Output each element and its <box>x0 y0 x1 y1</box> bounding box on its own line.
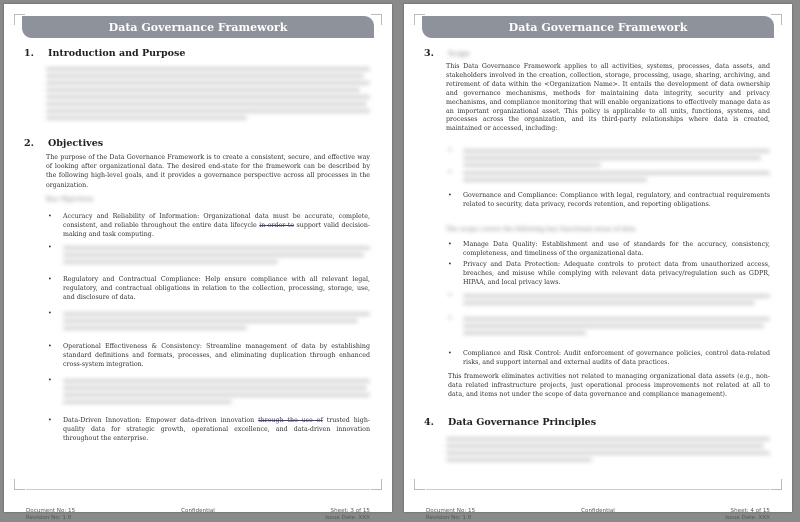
scope-data-quality: • Manage Data Quality: Establishment and use of standards for the accuracy, consistency, completeness, and timeliness of the organizational data. <box>448 241 770 258</box>
section-4-heading: 4. Data Governance Principles <box>424 417 597 428</box>
objective-compliance: • Regulatory and Contractual Compliance: Help ensure compliance with all relevant legal, regulatory, and contractual obligations in relation to the collection, processing, storage, use, and disclosure of data. <box>48 276 370 302</box>
revision-number: Revision No: 1.0 <box>426 515 472 521</box>
objective-blurred-4: • <box>46 309 370 333</box>
objective-blurred-6: • <box>46 376 370 407</box>
scope-functional-areas-label: The scope covers the following key functional areas of data <box>446 226 636 233</box>
scope-closing-paragraph: This framework eliminates activities not related to managing organizational data assets (e.g., non-data related infrastructure projects, just operational process improvements not related at all to data, and items not under the scope of data governance and compliance management). <box>448 373 770 399</box>
scope-governance-compliance: • Governance and Compliance: Compliance with legal, regulatory, and contractual requirements related to security, data privacy, records retention, and reporting obligations. <box>448 192 770 209</box>
scope-risk-control: • Compliance and Risk Control: Audit enforcement of governance policies, control data-related risks, and support internal and external audits of data practices. <box>448 350 770 367</box>
scope-blurred-2: • <box>446 168 770 185</box>
page-header-banner <box>22 16 374 38</box>
doc-number: Document No: 15 <box>26 508 76 514</box>
scope-blurred-4: • <box>446 314 770 338</box>
issue-date: Issue Date: XXX <box>725 515 770 521</box>
scope-blurred-3: • <box>446 291 770 308</box>
objectives-subheading: Key Objectives <box>46 196 94 203</box>
confidential-label: Confidential <box>181 508 215 514</box>
issue-date: Issue Date: XXX <box>325 515 370 521</box>
objective-blurred-2: • <box>46 243 370 267</box>
sheet-number: Sheet: 3 of 15 <box>330 508 370 514</box>
objectives-intro: The purpose of the Data Governance Framework is to create a consistent, secure, and effective way of looking after organizational data. The desired end-state for the framework can be described by the following high-level goals, and it provides a governance perspective across all processes in the organization. <box>46 154 370 189</box>
document-page-left <box>4 4 392 521</box>
scope-privacy-protection: • Privacy and Data Protection: Adequate controls to protect data from unauthorized access, breaches, and misuse while complying with relevant data privacy/regulation such as GDPR, HIPAA, and local privacy laws. <box>448 261 770 287</box>
revision-number: Revision No: 1.0 <box>26 515 72 521</box>
section-4-blurred-text <box>446 434 770 465</box>
objective-accuracy: • Accuracy and Reliability of Information: Organizational data must be accurate, complete, consistent, and reliable throughout the entire data lifecycle in order to support valid decision-making and task computing. <box>48 213 370 239</box>
scope-paragraph: This Data Governance Framework applies to all activities, systems, processes, data assets, and stakeholders involved in the creation, collection, storage, processing, usage, sharing, archiving, and retirement of data within the <Organization Name>. It entails the development of data ownership and governance mechanisms, methods for maintaining data integrity, security and privacy mechanisms, and compliance monitoring that will enable organizations to effectively manage data as an important organizational asset. This policy is applicable to all units, functions, systems, and processes across the organization, and its third-party relationships where data is created, maintained or accessed, including: <box>446 63 770 133</box>
section-3-heading: 3. Scope <box>424 48 470 59</box>
section-1-blurred-text <box>46 64 370 123</box>
doc-number: Document No: 15 <box>426 508 476 514</box>
confidential-label: Confidential <box>581 508 615 514</box>
sheet-number: Sheet: 4 of 15 <box>730 508 770 514</box>
section-2-heading: 2. Objectives <box>24 138 104 149</box>
header-title: Data Governance Framework <box>508 20 688 34</box>
section-1-heading: 1. Introduction and Purpose <box>24 48 186 59</box>
header-title: Data Governance Framework <box>108 20 288 34</box>
objective-operational: • Operational Effectiveness & Consistency: Streamline management of data by establishing standard definitions and formats, processes, and eliminating duplication through enhanced cross-system integration. <box>48 343 370 369</box>
page-header-banner <box>422 16 774 38</box>
objective-innovation: • Data-Driven Innovation: Empower data-driven innovation through the use of trusted high-quality data for strategic growth, operational excellence, and data-driven innovation throughout the enterprise. <box>48 417 371 443</box>
document-page-right <box>404 4 792 521</box>
scope-blurred-1: • <box>446 146 770 170</box>
